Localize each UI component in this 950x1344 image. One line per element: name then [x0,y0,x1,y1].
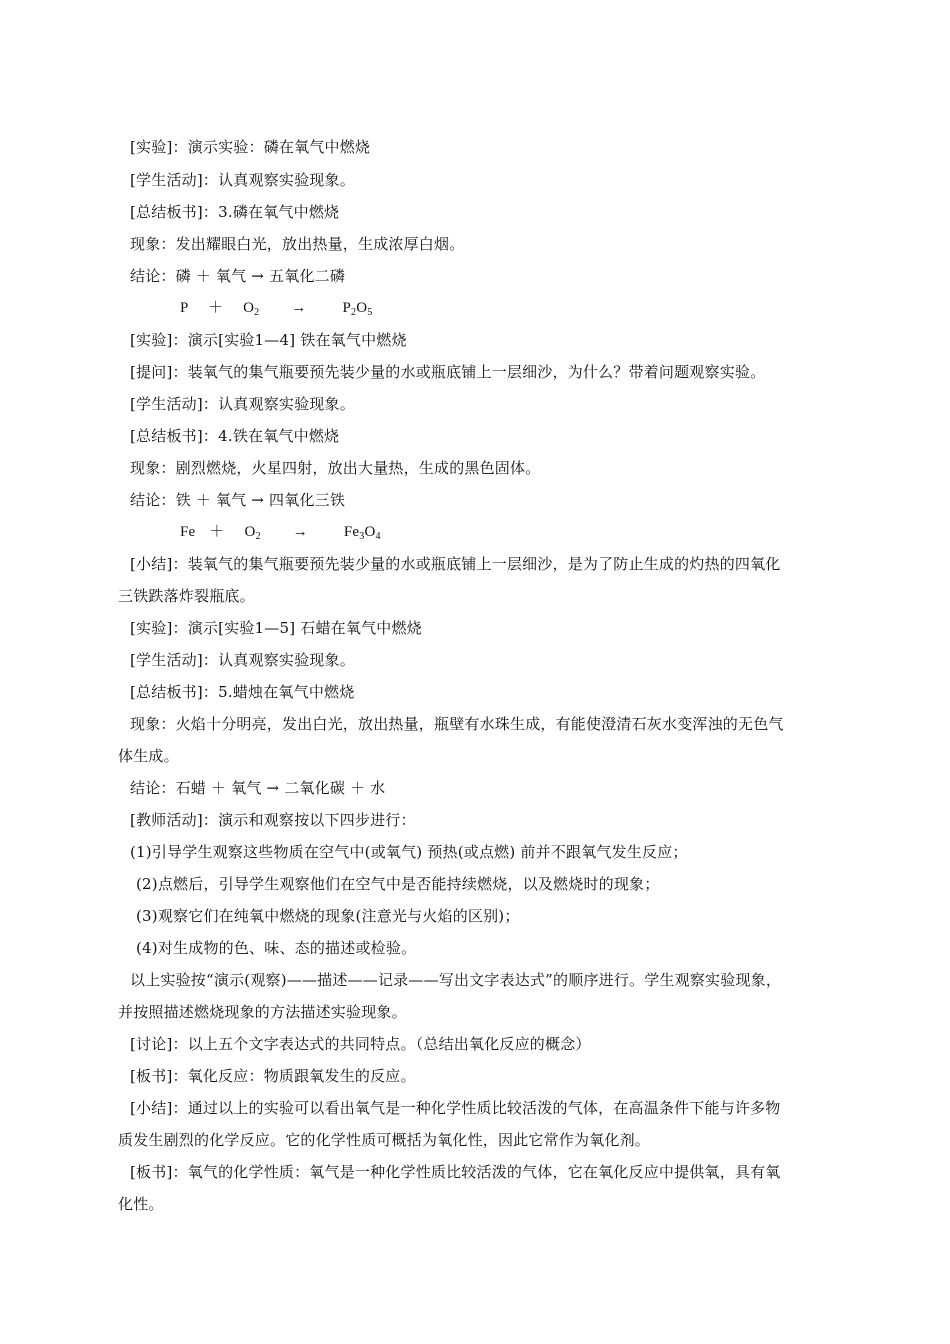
text-line: [实验]：演示[实验1—5] 石蜡在氧气中燃烧 [130,619,422,637]
text-line: 体生成。 [118,747,179,765]
text-line: [实验]：演示实验：磷在氧气中燃烧 [130,138,371,156]
text-line: 三铁跌落炸裂瓶底。 [118,587,255,605]
text-line: 并按照描述燃烧现象的方法描述实验现象。 [118,1003,407,1021]
text-line: [实验]：演示[实验1—4] 铁在氧气中燃烧 [130,331,407,349]
text-line: 以上实验按“演示(观察)——描述——记录——写出文字表达式”的顺序进行。学生观察实验现象， [130,971,782,989]
text-line: [小结]：通过以上的实验可以看出氧气是一种化学性质比较活泼的气体，在高温条件下能与许多物 [130,1099,781,1117]
formula-oxygen: $O_2$ [244,524,261,542]
text-line: 结论：磷 ＋ 氧气 → 五氧化二磷 [130,267,346,285]
text-line: [学生活动]：认真观察实验现象。 [130,651,355,669]
text-line: [讨论]：以上五个文字表达式的共同特点。（总结出氧化反应的概念） [130,1035,591,1053]
formula-plus: ＋ [209,524,225,540]
text-line: [总结板书]：5.蜡烛在氧气中燃烧 [130,683,355,701]
text-line: 现象：火焰十分明亮，发出白光，放出热量，瓶壁有水珠生成，有能使澄清石灰水变浑浊的无色气 [130,715,784,733]
list-item: (2)点燃后，引导学生观察他们在空气中是否能持续燃烧，以及燃烧时的现象； [136,875,660,893]
formula-product: $P_2O_5$ [342,300,373,318]
formula-arrow: → [291,300,307,316]
text-line: [教师活动]：演示和观察按以下四步进行： [130,811,416,829]
chemical-formula-iron [180,522,381,547]
text-line: [板书]：氧气的化学性质：氧气是一种化学性质比较活泼的气体，它在氧化反应中提供氧，具有氧 [130,1163,781,1181]
formula-reactant: Fe [180,524,196,540]
text-line: [学生活动]：认真观察实验现象。 [130,395,355,413]
text-line: [提问]：装氧气的集气瓶要预先装少量的水或瓶底铺上一层细沙，为什么？带着问题观察实验。 [130,363,766,381]
list-item: (3)观察它们在纯氧中燃烧的现象(注意光与火焰的区别)； [136,907,520,925]
formula-plus: ＋ [207,300,224,316]
text-line: 结论：石蜡 ＋ 氧气 → 二氧化碳 ＋ 水 [130,779,386,797]
text-line: 现象：剧烈燃烧，火星四射，放出大量热，生成的黑色固体。 [130,459,541,477]
list-item: (4)对生成物的色、味、态的描述或检验。 [136,939,417,957]
text-line: [总结板书]：3.磷在氧气中燃烧 [130,203,340,221]
text-line: 结论：铁 ＋ 氧气 → 四氧化三铁 [130,491,346,509]
text-line: 现象：发出耀眼白光，放出热量，生成浓厚白烟。 [130,235,465,253]
formula-oxygen: $O_2$ [243,300,260,318]
text-line: [总结板书]：4.铁在氧气中燃烧 [130,427,340,445]
text-line: [学生活动]：认真观察实验现象。 [130,171,355,189]
list-item: (1)引导学生观察这些物质在空气中(或氧气) 预热(或点燃) 前并不跟氧气发生反应； [130,843,688,861]
text-line: [板书]：氧化反应：物质跟氧发生的反应。 [130,1067,416,1085]
formula-arrow: → [292,524,308,540]
chemical-formula-phosphorus [180,298,372,323]
text-line: 质发生剧烈的化学反应。它的化学性质可概括为氧化性，因此它常作为氧化剂。 [118,1131,651,1149]
formula-reactant: P [180,300,188,316]
text-line: 化性。 [118,1195,164,1213]
text-line: [小结]：装氧气的集气瓶要预先装少量的水或瓶底铺上一层细沙，是为了防止生成的灼热的四氧化 [130,555,781,573]
formula-product: $Fe_3O_4$ [343,524,381,542]
